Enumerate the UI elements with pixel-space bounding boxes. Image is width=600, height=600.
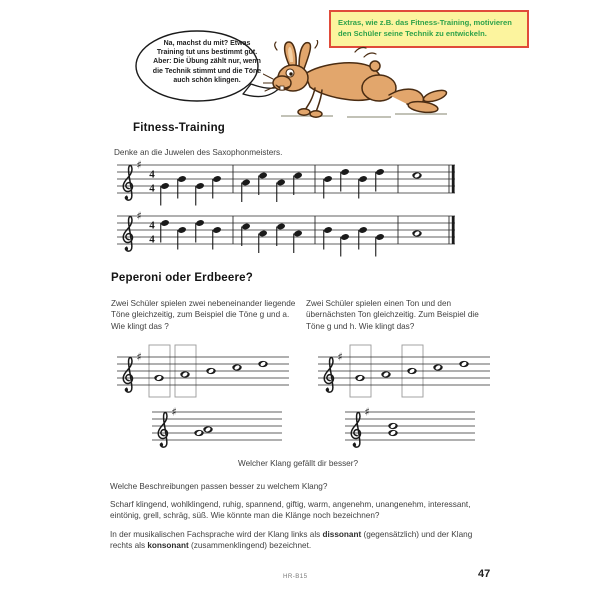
whole-note [206, 368, 215, 374]
fitness-training-intro: Denke an die Juwelen des Saxophonmeisters. [114, 148, 283, 157]
quarter-note [258, 230, 268, 238]
rabbit-arm-left [305, 88, 315, 110]
whole-note [459, 361, 468, 367]
interval-staff-thirds [315, 333, 493, 413]
rabbit-ear-right [299, 43, 310, 69]
quarter-note [358, 226, 368, 234]
rabbit-pushup-illustration [263, 40, 451, 120]
quarter-note [195, 182, 205, 190]
page-number: 47 [478, 568, 491, 580]
sharp-icon: ♯ [337, 350, 343, 364]
quarter-note [323, 226, 333, 234]
whole-note [180, 371, 189, 377]
whole-note [412, 230, 421, 236]
treble-clef-icon [324, 357, 333, 392]
quarter-note [340, 168, 350, 176]
whole-note [258, 361, 267, 367]
quarter-note [340, 233, 350, 241]
speech-bubble-text: Na, machst du mit? Etwas Training tut uns bestimmt gut. Aber: Die Übung zählt nur, wenn die Technik stimmt und die Töne auch schön klingen. [152, 40, 262, 84]
quarter-note [177, 226, 187, 234]
question-which-sound: Welcher Klang gefällt dir besser? [238, 459, 358, 468]
interval-staff-seconds [114, 333, 292, 413]
whole-note [388, 423, 397, 429]
quarter-note [293, 172, 303, 180]
quarter-note [375, 233, 385, 241]
peperoni-heading: Peperoni oder Erdbeere? [111, 272, 253, 284]
treble-clef-icon [351, 412, 360, 447]
rabbit-whiskers [263, 74, 274, 91]
whole-note [412, 172, 421, 178]
chord-staff-second [149, 388, 285, 468]
quarter-note [212, 175, 222, 183]
terminology-paragraph: In der musikalischen Fachsprache wird der Klang links als dissonant (gegensätzlich) und der Klang rechts als konsonant (zusammenklingend) bezeichnet. [110, 530, 473, 551]
treble-clef-icon [123, 165, 132, 200]
sharp-icon: ♯ [171, 405, 177, 419]
quarter-note [177, 175, 187, 183]
quarter-note [276, 179, 286, 187]
footer-code: HR-B15 [283, 573, 308, 580]
whole-note [232, 364, 241, 370]
time-signature-digit: 4 [149, 182, 155, 195]
quarter-note [241, 223, 251, 231]
quarter-note [323, 175, 333, 183]
rabbit-foot-far [407, 100, 438, 114]
quarter-note [358, 175, 368, 183]
adjective-list: Scharf klingend, wohlklingend, ruhig, spannend, giftig, warm, angenehm, unangenehm, interessant, eintönig, grell, schräg, süß. Wie könnte man die Klänge noch bezeichnen? [110, 500, 471, 521]
whole-note [355, 375, 364, 381]
quarter-note [293, 230, 303, 238]
quarter-note [241, 179, 251, 187]
whole-note [388, 430, 397, 436]
whole-note [381, 371, 390, 377]
time-signature-digit: 4 [149, 168, 155, 181]
quarter-note [160, 182, 170, 190]
rabbit-haunch [362, 75, 396, 101]
quarter-note [258, 172, 268, 180]
whole-note [194, 430, 203, 436]
fitness-training-heading: Fitness-Training [133, 122, 226, 134]
fitness-staff-2 [114, 192, 458, 272]
sharp-icon: ♯ [136, 158, 142, 172]
quarter-note [160, 219, 170, 227]
teacher-hint-text: Extras, wie z.B. das Fitness-Training, motivieren den Schüler seine Technik zu entwickeln. [338, 18, 512, 39]
time-signature-digit: 4 [149, 219, 155, 232]
rabbit-arm-right [316, 90, 322, 112]
treble-clef-icon [123, 216, 132, 251]
treble-clef-icon [123, 357, 132, 392]
peperoni-column-left: Zwei Schüler spielen zwei nebeneinander liegende Töne gleichzeitig, zum Beispiel die Töne g und a. Wie klingt das ? [111, 299, 296, 331]
whole-note [407, 368, 416, 374]
time-signature-digit: 4 [149, 233, 155, 246]
rabbit-tail [370, 61, 380, 71]
question-descriptions: Welche Beschreibungen passen besser zu welchem Klang? [110, 482, 328, 491]
sharp-icon: ♯ [364, 405, 370, 419]
sharp-icon: ♯ [136, 209, 142, 223]
peperoni-column-right: Zwei Schüler spielen einen Ton und den übernächsten Ton gleichzeitig. Zum Beispiel die Töne g und h. Wie klingt das? [306, 299, 479, 331]
rabbit-paw-right [310, 111, 322, 117]
whole-note [433, 364, 442, 370]
quarter-note [212, 226, 222, 234]
quarter-note [276, 223, 286, 231]
chord-staff-third [342, 388, 478, 468]
whole-note [154, 375, 163, 381]
rabbit-paw-left [298, 109, 310, 115]
treble-clef-icon [158, 412, 167, 447]
whole-note [203, 426, 212, 432]
rabbit-tooth [280, 86, 284, 90]
sharp-icon: ♯ [136, 350, 142, 364]
quarter-note [375, 168, 385, 176]
rabbit-foot-near [422, 88, 448, 104]
quarter-note [195, 219, 205, 227]
